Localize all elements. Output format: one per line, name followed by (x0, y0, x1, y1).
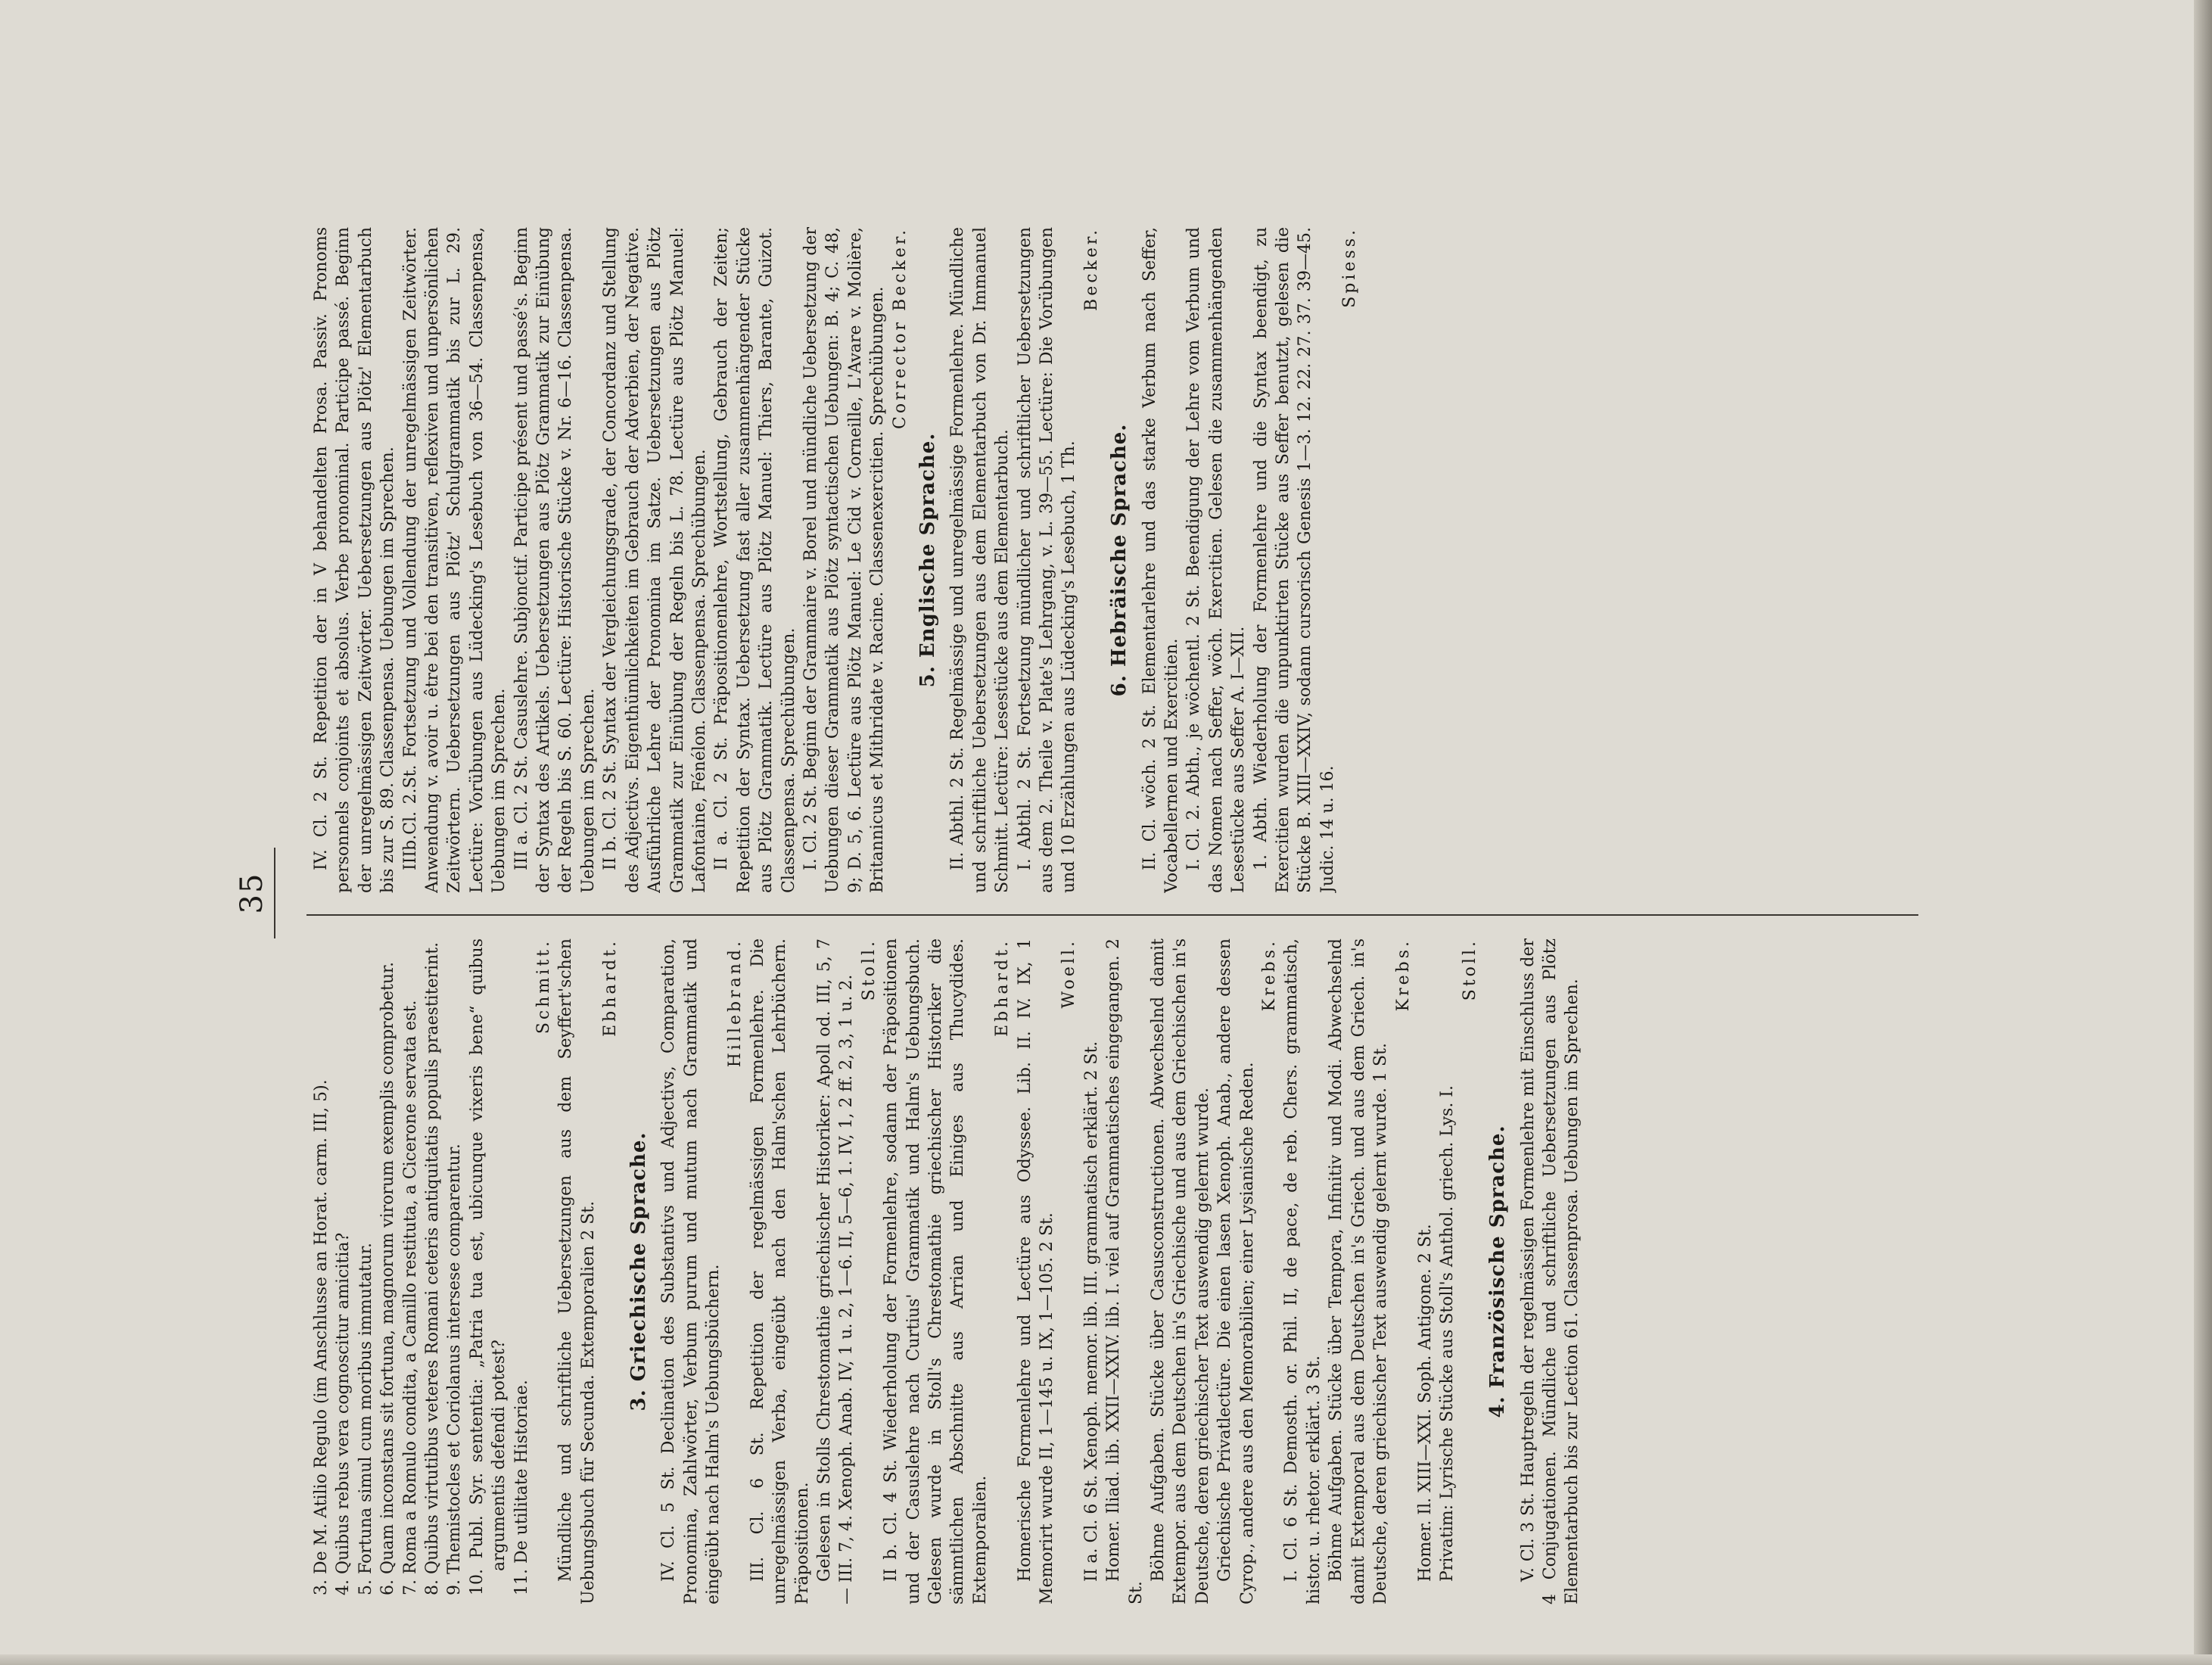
latin-topic: 11. De utilitate Historiae. (512, 1380, 531, 1595)
latin-note: Mündliche und schriftliche Uebersetzungen aus dem Seyffert'schen Uebungsbuch für Secunda. Extemporalien 2 St. (556, 938, 598, 1604)
french-paragraph: II b. Cl. 2 St. Syntax der Vergleichungsgrade, der Concordanz und Stellung des Adjectivs. Eigenthümlichkeiten im Gebrauch der Adverbien, der Negative. Ausführliche Lehre der Pronomina im Satze. Uebersetzungen aus Plötz Grammatik zur Einübung der Regeln bis L. 78. Lectüre aus Plötz Manuel: Lafontaine, Fénélon. Classenpensa. Sprechübungen. (601, 227, 709, 893)
french-paragraph: V. Cl. 3 St. Hauptregeln der regelmässigen Formenlehre mit Einschluss der 4 Conjugationen. Mündliche und schriftliche Uebersetzungen aus Plötz Elementarbuch bis zur Lection 61. Classenprosa. Uebungen im Sprechen. (1518, 938, 1582, 1604)
hebrew-paragraph: 1. Abth. Wiederholung der Formenlehre und die Syntax beendigt, zu Exercitien wurden die unpunktirten Stücke aus Seffer benutzt, gelesen die Stücke B. XIII—XXIV, sodann cursorisch Genesis 1—3. 12. 22. 27. 37. 39—45. Judic. 14 u. 16. (1251, 227, 1337, 893)
teacher-name: Becker. (1081, 227, 1101, 311)
french-paragraph: IV. Cl. 2 St. Repetition der in V behandelten Prosa. Passiv. Pronoms personnels conjoints et absolus. Verbe pronominal. Participe passé. Beginn der unregelmässigen Zeitwörter. Uebersetzungen aus Plötz' Elementarbuch bis zur S. 89. Classenpensa. Uebungen im Sprechen. (312, 227, 398, 893)
greek-paragraph: III. Cl. 6 St. Repetition der regelmässigen Formenlehre. Die unregelmässigen Verba, eingeübt nach den Halm'schen Lehrbüchern. Präpositionen. (748, 938, 812, 1604)
french-paragraph: III a. Cl. 2 St. Casuslehre. Subjonctif. Participe présent und passé's. Beginn der Syntax des Artikels. Uebersetzungen aus Plötz Grammatik zur Einübung der Regeln bis S. 60. Lectüre: Historische Stücke v. Nr. 6—16. Classenpensa. Uebungen im Sprechen. (512, 227, 598, 893)
teacher-name: Schmitt. (534, 938, 554, 1035)
teacher-name: Stoll. (1460, 938, 1479, 1001)
section-heading-hebrew: 6. Hebräische Sprache. (1108, 423, 1131, 697)
section-heading-greek: 3. Griechische Sprache. (627, 1131, 650, 1411)
page-number: 35 (235, 872, 269, 914)
column-divider (306, 914, 1918, 916)
scan-edge-shadow (2194, 0, 2212, 1665)
teacher-name: Hillebrand. (726, 938, 745, 1068)
teacher-name: Corrector Becker. (890, 227, 910, 429)
greek-paragraph: Homer. Il. XIII—XXI. Soph. Antigone. 2 St. (1415, 1224, 1435, 1582)
header-rule (274, 848, 275, 938)
french-paragraph: II a. Cl. 2 St. Präpositionenlehre, Wortstellung, Gebrauch der Zeiten; Repetition der Syntax. Uebersetzung fast aller zusammenhängender Stücke aus Plötz Grammatik. Lectüre aus Plötz Manuel: Thiers, Barante, Guizot. Classenpensa. Sprechübungen. (712, 227, 798, 893)
english-paragraph: II. Abthl. 2 St. Regelmässige und unregelmässige Formenlehre. Mündliche und schriftliche Uebersetzungen aus dem Elementarbuch von Dr. Immanuel Schmitt. Lectüre: Lesestücke aus dem Elementarbuch. (948, 227, 1013, 893)
page-header (227, 182, 295, 1604)
teacher-name: Woell. (1059, 938, 1079, 1009)
latin-topic: 7. Roma a Romulo condita, a Camillo restituta, a Cicerone servata est. (400, 1000, 420, 1595)
greek-paragraph: Böhme Aufgaben. Stücke über Tempora, Infinitiv und Modi. Abwechselnd damit Extemporal aus dem Deutschen in's Griech. und aus dem Griech. in's Deutsche, deren griechischer Text auswendig gelernt wurde. 1 St. (1327, 938, 1391, 1604)
latin-topic: 4. Quibus rebus vera cognoscitur amicitia? (334, 1232, 353, 1595)
greek-paragraph: Homer. Iliad. lib. XXII—XXIV. lib. I. viel auf Grammatisches eingegangen. 2 St. (1104, 938, 1146, 1604)
greek-paragraph: Böhme Aufgaben. Stücke über Casusconstructionen. Abwechselnd damit Extempor. aus dem Deutschen in's Griechische und aus dem Griechischen in's Deutsche, deren griechischer Text auswendig gelernt wurde. (1149, 938, 1212, 1604)
latin-topic: 6. Quam inconstans sit fortuna, magnorum virorum exemplis comprobetur. (378, 961, 398, 1595)
hebrew-paragraph: II. Cl. wöch. 2 St. Elementarlehre und das starke Verbum nach Seffer, Vocabellernen und Exercitien. (1140, 227, 1182, 893)
greek-paragraph: Homerische Formenlehre und Lectüre aus Odyssee. Lib. II. IV. IX, 1 Memorirt wurde II, 1—145 u. IX, 1—105. 2 St. (1015, 938, 1056, 1604)
teacher-name: Krebs. (1260, 938, 1280, 1012)
latin-topic: 8. Quibus virtutibus veteres Romani ceteris antiquitatis populis praestiterint. (423, 941, 443, 1595)
latin-topic: 5. Fortuna simul cum moribus immutatur. (356, 1242, 375, 1595)
greek-paragraph: IV. Cl. 5 St. Declination des Substantivs und Adjectivs, Comparation, Pronomina, Zahlwörter, Verbum purum und mutum nach Grammatik und eingeübt nach Halm's Uebungsbüchern. (659, 938, 723, 1604)
teacher-name: Krebs. (1393, 938, 1413, 1012)
left-column (310, 938, 1915, 1604)
greek-paragraph: Griechische Privatlectüre. Die einen lasen Xenoph. Anab., andere dessen Cyrop., andere aus den Memorabilien; einer Lysianische Reden. (1215, 938, 1257, 1604)
latin-topic: 9. Themistocles et Coriolanus intersese comparentur. (445, 1144, 465, 1595)
english-paragraph: I. Abthl. 2 St. Fortsetzung mündlicher und schriftlicher Uebersetzungen aus dem 2. Theile v. Plate's Lehrgang, v. L. 39—55. Lectüre: Die Vorübungen und 10 Erzählungen aus Lüdecking's Lesebuch, 1 Th. (1015, 227, 1079, 893)
page-fold-shadow (0, 1654, 2212, 1665)
right-column (310, 227, 1915, 893)
teacher-name: Spiess. (1340, 227, 1360, 308)
french-paragraph: I. Cl. 2 St. Beginn der Grammaire v. Borel und mündliche Uebersetzung der Uebungen dieser Grammatik aus Plötz syntactischen Uebungen: B. 4; C. 48, 9; D. 5, 6. Lectüre aus Plötz Manuel: Le Cid v. Corneille, L'Avare v. Molière, Britannicus et Mithridate v. Racine. Classenexercitien. Sprechübungen. (801, 227, 888, 893)
teacher-name: Stoll. (859, 938, 879, 1001)
teacher-name: Ebhardt. (993, 938, 1013, 1037)
greek-paragraph: II a. Cl. 6 St. Xenoph. memor. lib. III. grammatisch erklärt. 2 St. (1081, 1041, 1101, 1582)
rotated-page (227, 182, 1930, 1604)
section-heading-english: 5. Englische Sprache. (916, 432, 939, 688)
greek-paragraph: Gelesen in Stolls Chrestomathie griechischer Historiker: Apoll od. III, 5, 7 — III. 7, 4. Xenoph. Anab. IV, 1 u. 2, 1—6. II, 5—6, 1. IV, 1, 2 ff. 2, 3, 1 u. 2. (814, 938, 857, 1604)
latin-topic: 10. Publ. Syr. sententia: „Patria tua est, ubicunque vixeris bene“ quibus argumentis defendi potest? (467, 938, 509, 1595)
hebrew-paragraph: I. Cl. 2. Abth., je wöchentl. 2 St. Beendigung der Lehre vom Verbum und das Nomen nach Seffer, wöch. Exercitien. Gelesen die zusammenhängenden Lesestücke aus Seffer A. I—XII. (1184, 227, 1249, 893)
french-paragraph: IIIb.Cl. 2.St. Fortsetzung und Vollendung der unregelmässigen Zeitwörter. Anwendung v. avoir u. être bei den transitiven, reflexiven und unpersönlichen Zeitwörtern. Uebersetzungen aus Plötz' Schulgrammatik bis zur L. 29. Lectüre: Vorübungen aus Lüdecking's Lesebuch von 36—54. Classenpensa, Uebungen im Sprechen. (400, 227, 509, 893)
teacher-name: Ebhardt. (601, 938, 621, 1037)
greek-paragraph: I. Cl. 6 St. Demosth. or. Phil. II, de pace, de reb. Chers. grammatisch, histor. u. rhetor. erklärt. 3 St. (1282, 938, 1324, 1604)
section-heading-french: 4. Französische Sprache. (1486, 1125, 1510, 1418)
latin-topic: 3. De M. Atilio Regulo (im Anschlusse an Horat. carm. III, 5). (312, 1079, 331, 1595)
greek-paragraph: II b. Cl. 4 St. Wiederholung der Formenlehre, sodann der Präpositionen und der Casuslehre nach Curtius' Grammatik und Halm's Uebungsbuch. Gelesen wurde in Stoll's Chrestomathie griechischer Historiker die sämmtlichen Abschnitte aus Arrian und Einiges aus Thucydides. Extemporalien. (882, 938, 990, 1604)
greek-paragraph: Privatim: Lyrische Stücke aus Stoll's Anthol. griech. Lys. I. (1438, 1085, 1458, 1582)
